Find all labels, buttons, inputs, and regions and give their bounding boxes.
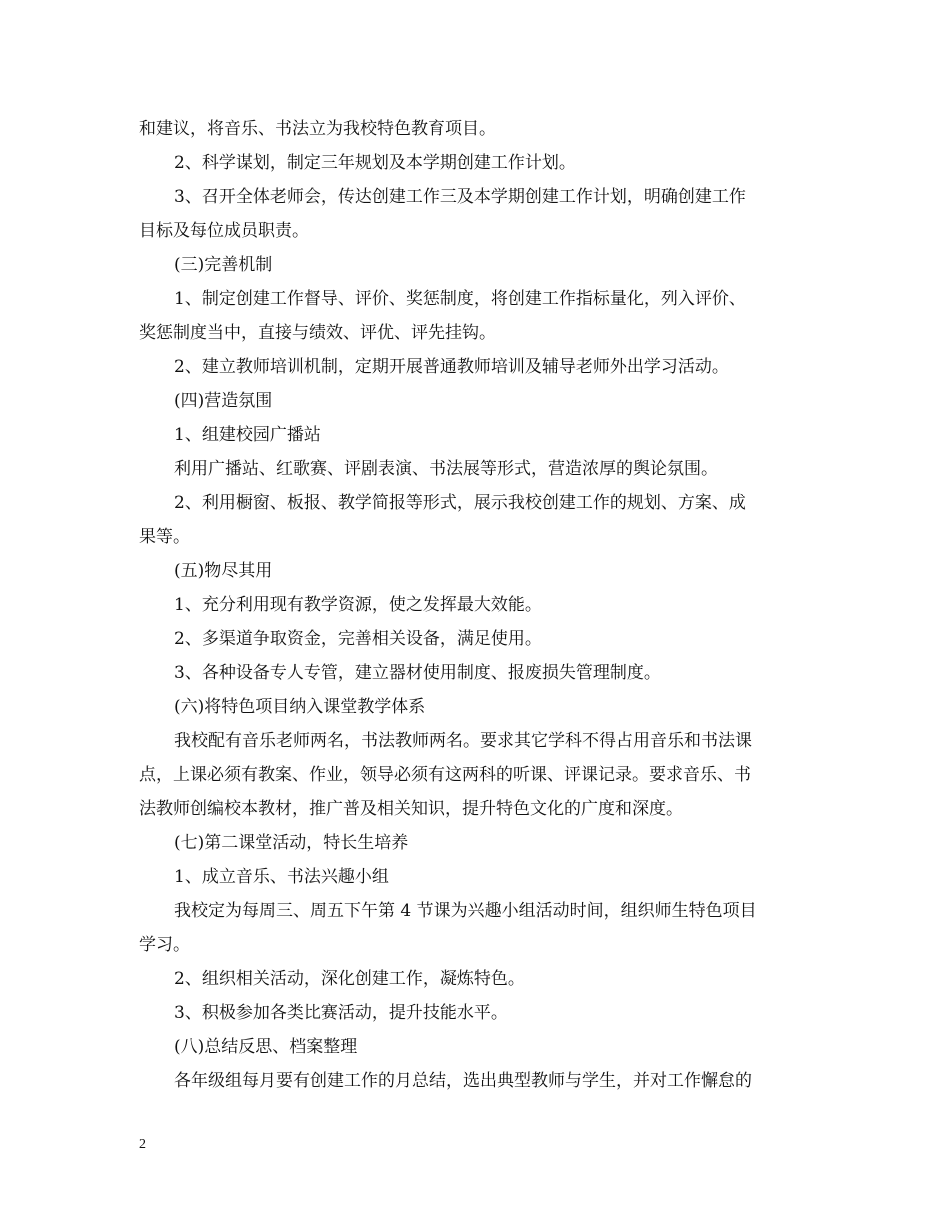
text-line: 3、各种设备专人专管，建立器材使用制度、报废损失管理制度。 [174,663,661,683]
text-line: 1、制定创建工作督导、评价、奖惩制度，将创建工作指标量化，列入评价、 [174,289,746,309]
text-line: (六)将特色项目纳入课堂教学体系 [174,697,426,717]
page-number: 2 [139,1137,146,1152]
text-line: 2、建立教师培训机制，定期开展普通教师培训及辅导老师外出学习活动。 [174,357,729,377]
text-line: 2、多渠道争取资金，完善相关设备，满足使用。 [174,629,542,649]
text-line: 点，上课必须有教案、作业，领导必须有这两科的听课、评课记录。要求音乐、书 [139,765,751,785]
text-line: 利用广播站、红歌赛、评剧表演、书法展等形式，营造浓厚的舆论氛围。 [174,459,718,479]
text-line: (八)总结反思、档案整理 [174,1037,358,1057]
text-line: 1、成立音乐、书法兴趣小组 [174,867,389,887]
text-line: 2、组织相关活动，深化创建工作，凝炼特色。 [174,969,525,989]
text-line: 果等。 [139,527,190,547]
text-line: (四)营造氛围 [174,391,273,411]
text-line: (三)完善机制 [174,255,273,275]
text-line: 2、科学谋划，制定三年规划及本学期创建工作计划。 [174,153,576,173]
text-line: 我校定为每周三、周五下午第 4 节课为兴趣小组活动时间，组织师生特色项目 [174,901,757,921]
text-line: 我校配有音乐老师两名，书法教师两名。要求其它学科不得占用音乐和书法课 [174,731,752,751]
text-line: 目标及每位成员职责。 [139,221,309,241]
text-line: 学习。 [139,935,190,955]
text-line: (七)第二课堂活动，特长生培养 [174,833,409,853]
text-line: 和建议，将音乐、书法立为我校特色教育项目。 [139,119,496,139]
text-line: 2、利用橱窗、板报、教学简报等形式，展示我校创建工作的规划、方案、成 [174,493,746,513]
text-line: 法教师创编校本教材，推广普及相关知识，提升特色文化的广度和深度。 [139,799,683,819]
text-line: 3、积极参加各类比赛活动，提升技能水平。 [174,1003,508,1023]
document-body [139,112,811,1098]
text-line: 奖惩制度当中，直接与绩效、评优、评先挂钩。 [139,323,496,343]
text-line: (五)物尽其用 [174,561,273,581]
text-line: 1、组建校园广播站 [174,425,321,445]
text-line: 3、召开全体老师会，传达创建工作三及本学期创建工作计划，明确创建工作 [174,187,746,207]
text-line: 1、充分利用现有教学资源，使之发挥最大效能。 [174,595,542,615]
text-line: 各年级组每月要有创建工作的月总结，选出典型教师与学生，并对工作懈怠的 [174,1071,752,1091]
